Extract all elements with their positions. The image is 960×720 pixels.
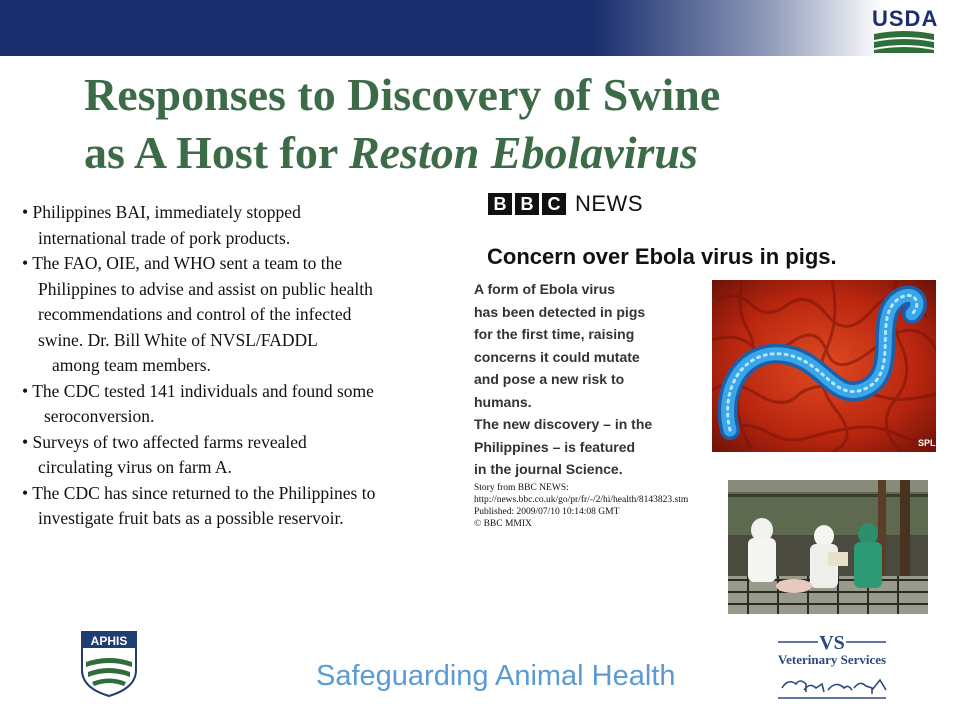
article-line: A form of Ebola virus <box>474 281 616 297</box>
ebola-virus-illustration <box>712 280 936 452</box>
title-line-1: Responses to Discovery of Swine <box>84 69 721 120</box>
bullet-list <box>22 200 462 532</box>
bbc-news-logo <box>488 192 643 216</box>
bbc-letter: B <box>515 193 539 215</box>
bullet-line: The FAO, OIE, and WHO sent a team to the <box>32 253 343 273</box>
vs-letters: VS <box>819 632 845 654</box>
article-line: The new discovery – in the <box>474 416 653 432</box>
bullet-item: • The FAO, OIE, and WHO sent a team to the Philippines to advise and assist on public health recommendations and control of the infected swine. Dr. Bill White of NVSL/FADDL among team members. <box>22 251 462 379</box>
source-url: http://news.bbc.co.uk/go/pr/fr/-/2/hi/health/8143823.stm <box>474 495 689 505</box>
article-line: in the journal Science. <box>474 461 623 477</box>
bullet-item: • The CDC has since returned to the Philippines to investigate fruit bats as a possible reservoir. <box>22 481 462 532</box>
bullet-line: seroconversion. <box>44 406 155 426</box>
aphis-label: APHIS <box>90 634 128 648</box>
header-bar <box>0 0 960 56</box>
bullet-item: • The CDC tested 141 individuals and found some seroconversion. <box>22 379 462 430</box>
article-line: concerns it could mutate <box>474 348 640 365</box>
farm-workers-image <box>728 480 928 614</box>
article-line: Philippines – is featured <box>474 438 636 455</box>
bullet-line: circulating virus on farm A. <box>38 457 232 477</box>
title-line-2-italic: Reston Ebolavirus <box>348 127 698 178</box>
slide-title <box>84 66 944 182</box>
farm-workers-photo <box>728 480 928 614</box>
source-story-from: Story from BBC NEWS: <box>474 483 569 493</box>
usda-logo-text: USDA <box>872 6 939 31</box>
aphis-logo <box>80 630 138 698</box>
article-summary <box>474 278 724 481</box>
source-published: Published: 2009/07/10 10:14:08 GMT <box>474 507 620 517</box>
bullet-line: investigate fruit bats as a possible reservoir. <box>38 508 344 528</box>
footer-tagline: Safeguarding Animal Health <box>316 660 676 692</box>
usda-landscape-icon <box>864 6 944 54</box>
usda-logo <box>864 6 944 54</box>
bullet-line: The CDC tested 141 individuals and found some <box>32 380 374 401</box>
bullet-line: Philippines BAI, immediately stopped <box>32 202 301 222</box>
vs-label: Veterinary Services <box>777 652 887 667</box>
bullet-line: Philippines to advise and assist on public health <box>38 278 373 299</box>
image-credit: SPL <box>918 438 936 448</box>
bbc-news-label: NEWS <box>575 191 643 216</box>
bbc-letter: B <box>488 193 512 215</box>
bullet-item: • Philippines BAI, immediately stopped international trade of pork products. <box>22 200 462 251</box>
title-line-2-prefix: as A Host for <box>84 127 349 178</box>
ebola-virus-image <box>712 280 936 452</box>
article-headline: Concern over Ebola virus in pigs. <box>487 244 837 269</box>
bullet-line: among team members. <box>52 355 211 375</box>
article-line: and pose a new risk to <box>474 371 625 387</box>
source-copyright: © BBC MMIX <box>474 519 532 529</box>
bbc-letter: C <box>542 193 566 215</box>
veterinary-services-logo <box>774 630 890 704</box>
bullet-line: swine. Dr. Bill White of NVSL/FADDL <box>38 329 318 350</box>
bullet-line: The CDC has since returned to the Philippines to <box>32 482 376 503</box>
article-line: has been detected in pigs <box>474 303 646 320</box>
bullet-line: Surveys of two affected farms revealed <box>32 431 307 452</box>
bullet-line: recommendations and control of the infected <box>38 304 352 324</box>
article-source <box>474 482 734 530</box>
bullet-item: • Surveys of two affected farms revealed circulating virus on farm A. <box>22 430 462 481</box>
aphis-shield-icon <box>80 630 138 698</box>
article-line: for the first time, raising <box>474 326 635 342</box>
bullet-line: international trade of pork products. <box>38 227 291 248</box>
article-line: humans. <box>474 393 532 410</box>
